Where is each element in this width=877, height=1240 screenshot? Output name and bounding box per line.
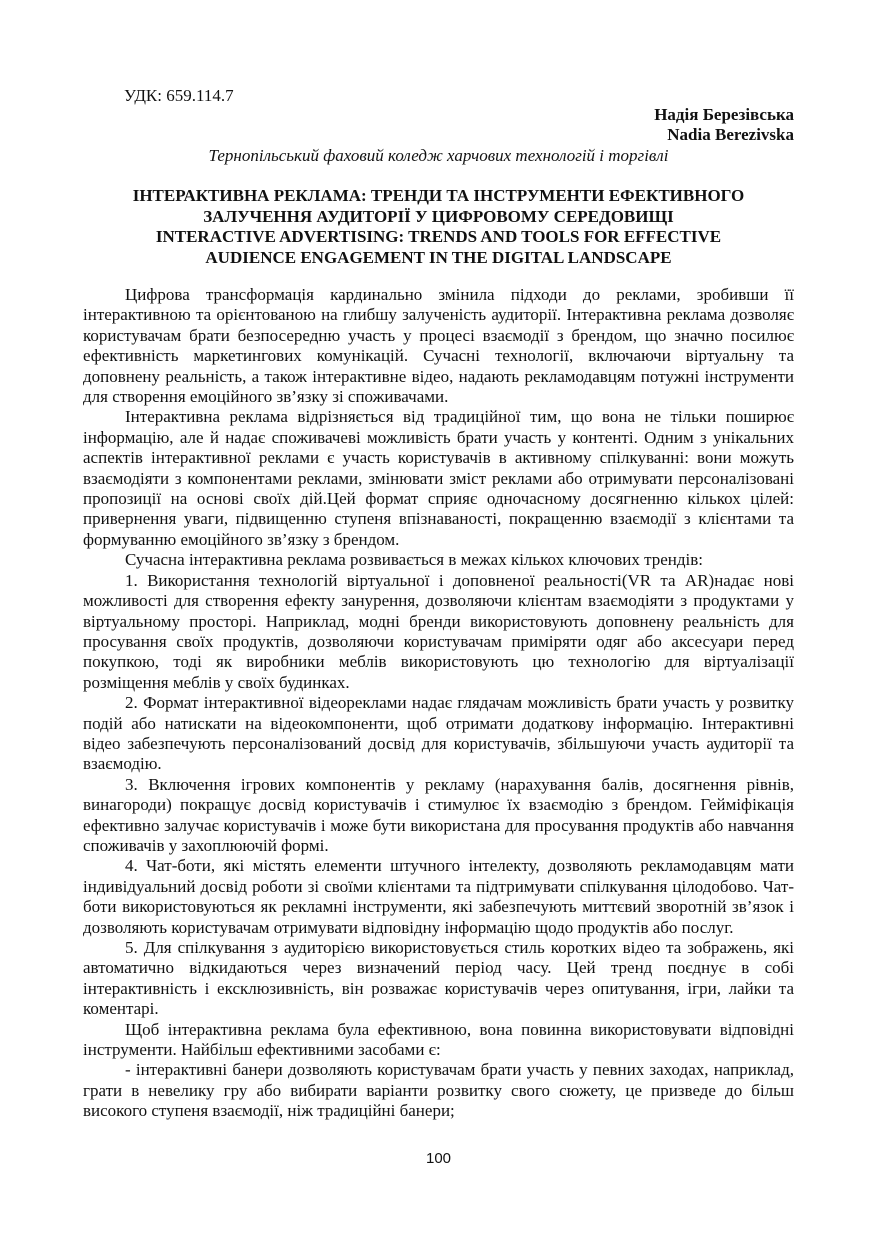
page-number: 100 — [425, 1150, 452, 1167]
title-en-line-2: AUDIENCE ENGAGEMENT IN THE DIGITAL LANDSCAPE — [205, 247, 672, 267]
list-item: 2. Формат інтерактивної відеореклами надає глядачам можливість брати участь у розвитку подій або натискати на відеокомпоненти, щоб отримати додаткову інформацію. Інтерактивні відео забезпечують персоналізований досвід для користувачів, збільшуючи участь аудиторії та взаємодію. — [83, 693, 794, 774]
paragraph: Інтерактивна реклама відрізняється від традиційної тим, що вона не тільки поширює інформацію, але й надає споживачеві можливість брати участь у контенті. Одним з унікальних аспектів інтерактивної реклами є участь користувачів в активному спілкуванні: вони можуть взаємодіяти з компонентами реклами, змінювати зміст реклами або отримувати персоналізовані пропозиції на основі своїх дій.Цей формат сприяє одночасному досягненню кількох цілей: привернення уваги, підвищенню ступеня впізнаваності, покращенню взаємодії з клієнтами та формуванню емоційного зв’язку з брендом. — [83, 407, 794, 549]
body-text — [83, 285, 794, 1122]
list-item: 3. Включення ігрових компонентів у рекламу (нарахування балів, досягнення рівнів, винагороди) покращує досвід користувачів і стимулює їх взаємодію з брендом. Гейміфікація ефективно залучає користувачів і може бути використана для просування продуктів або навчання споживачів у захоплюючій формі. — [83, 774, 794, 855]
affiliation: Тернопільський фаховий коледж харчових технологій і торгівлі — [208, 146, 669, 165]
paper-title — [100, 186, 777, 268]
author-name-en: Nadia Berezivska — [667, 125, 794, 144]
title-ua-line-2: ЗАЛУЧЕННЯ АУДИТОРІЇ У ЦИФРОВОМУ СЕРЕДОВИЩІ — [203, 206, 674, 226]
list-item: 4. Чат-боти, які містять елементи штучного інтелекту, дозволяють рекламодавцям мати індивідуальний досвід роботи зі своїми клієнтами та підтримувати спілкування цілодобово. Чат-боти використовуються як рекламні інструменти, які забезпечують миттєвий зворотній зв’язок і дозволяють користувачам отримувати відповідну інформацію щодо продуктів або послуг. — [83, 856, 794, 937]
list-item: - інтерактивні банери дозволяють користувачам брати участь у певних заходах, наприклад, грати в невелику гру або вибирати варіанти розвитку свого сюжету, це призведе до більш високого ступеня взаємодії, ніж традиційні банери; — [83, 1060, 794, 1121]
author-name-ua: Надія Березівська — [654, 105, 794, 124]
paragraph: Щоб інтерактивна реклама була ефективною, вона повинна використовувати відповідні інструменти. Найбільш ефективними засобами є: — [83, 1019, 794, 1060]
list-item: 1. Використання технологій віртуальної і доповненої реальності(VR та AR)надає нові можливості для створення ефекту занурення, дозволяючи клієнтам взаємодіяти з продуктами у віртуальному просторі. Наприклад, модні бренди використовують доповнену реальність для просування своїх продуктів, дозволяючи користувачам приміряти одяг або аксесуари перед покупкою, тоді як виробники меблів використовують цю технологію для віртуалізації розміщення меблів у своїх будинках. — [83, 570, 794, 692]
title-en-line-1: INTERACTIVE ADVERTISING: TRENDS AND TOOLS FOR EFFECTIVE — [155, 227, 722, 246]
paragraph: Цифрова трансформація кардинально змінила підходи до реклами, зробивши її інтерактивною та орієнтованою на глибшу залученість аудиторії. Інтерактивна реклама дозволяє користувачам брати безпосередню участь у процесі взаємодії з брендом, що значно посилює ефективність маркетингових комунікацій. Сучасні технології, включаючи віртуальну та доповнену реальність, а також інтерактивне відео, надають рекламодавцям потужні інструменти для створення емоційного зв’язку зі споживачами. — [83, 285, 794, 407]
title-ua-line-1: ІНТЕРАКТИВНА РЕКЛАМА: ТРЕНДИ ТА ІНСТРУМЕНТИ ЕФЕКТИВНОГО — [132, 186, 745, 205]
list-item: 5. Для спілкування з аудиторією використовується стиль коротких відео та зображень, які автоматично відкидаються через визначений період часу. Цей тренд поєднує в собі інтерактивність і ексклюзивність, він розважає користувачів через опитування, ігри, лайки та коментарі. — [83, 938, 794, 1019]
paragraph: Сучасна інтерактивна реклама розвивається в межах кількох ключових трендів: — [125, 550, 704, 570]
udk-code: УДК: 659.114.7 — [124, 86, 234, 105]
